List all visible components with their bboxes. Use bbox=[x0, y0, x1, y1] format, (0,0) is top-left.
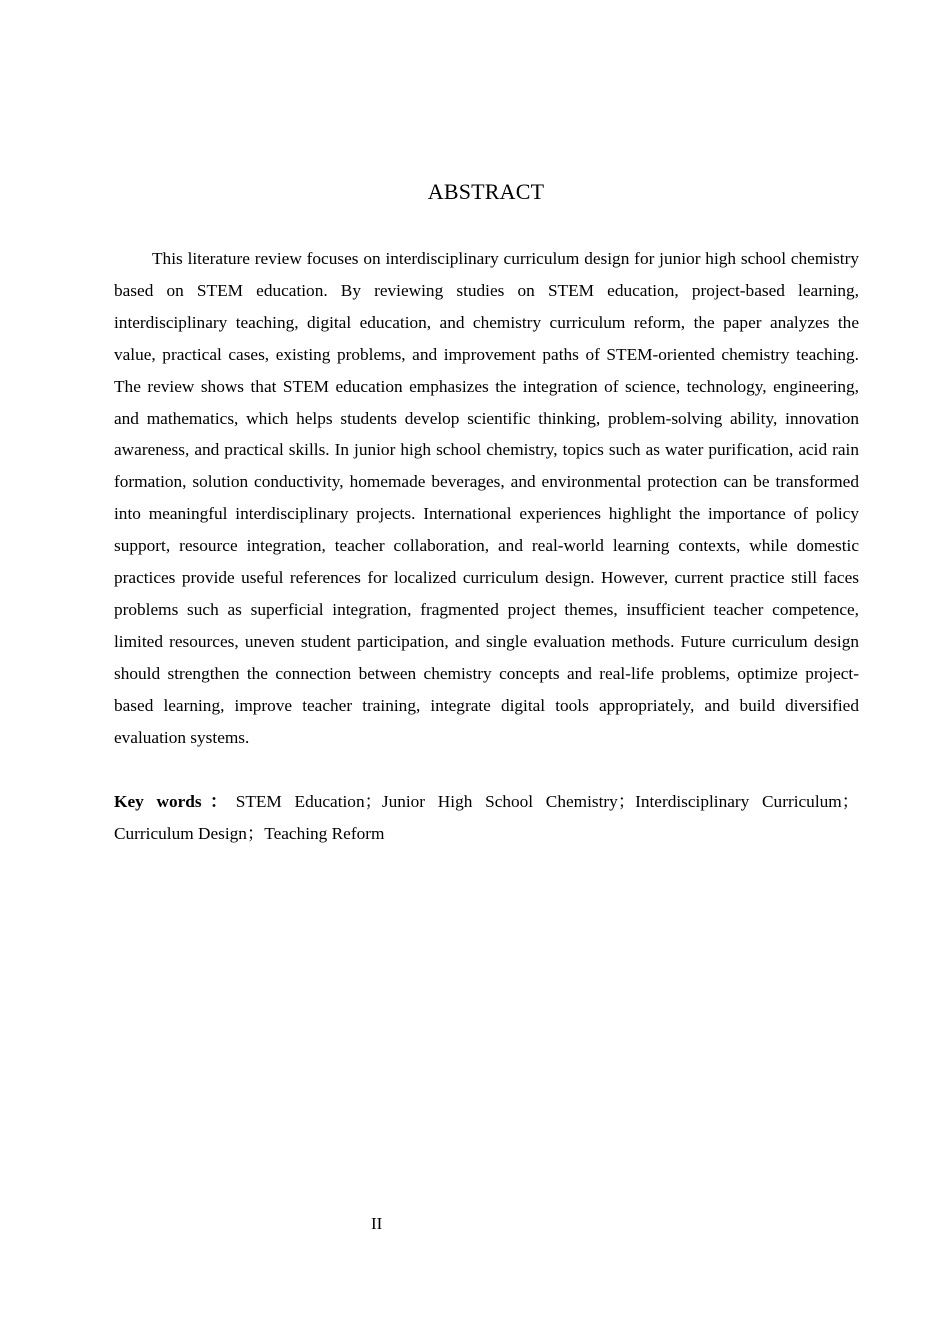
abstract-title: ABSTRACT bbox=[427, 179, 545, 204]
keywords-line bbox=[114, 786, 859, 850]
abstract-body: This literature review focuses on interdisciplinary curriculum design for junior high school chemistry based on STEM education. By reviewing studies on STEM education, project-based learning, interdisciplinary teaching, digital education, and chemistry curriculum reform, the paper analyzes the value, practical cases, existing problems, and improvement paths of STEM-oriented chemistry teaching. The review shows that STEM education emphasizes the integration of science, technology, engineering, and mathematics, which helps students develop scientific thinking, problem-solving ability, innovation awareness, and practical skills. In junior high school chemistry, topics such as water purification, acid rain formation, solution conductivity, homemade beverages, and environmental protection can be transformed into meaningful interdisciplinary projects. International experiences highlight the importance of policy support, resource integration, teacher collaboration, and real-world learning contexts, while domestic practices provide useful references for localized curriculum design. However, current practice still faces problems such as superficial integration, fragmented project themes, insufficient teacher competence, limited resources, uneven student participation, and single evaluation methods. Future curriculum design should strengthen the connection between chemistry concepts and real-life problems, optimize project-based learning, improve teacher training, integrate digital tools appropriately, and build diversified evaluation systems. bbox=[114, 249, 859, 747]
keywords-label: Key words： bbox=[114, 792, 236, 811]
page-number: II bbox=[371, 1214, 383, 1233]
keywords-text: STEM Education；Junior High School Chemistry；Interdisciplinary Curriculum；Curriculum Design；Teaching Reform bbox=[114, 792, 859, 843]
